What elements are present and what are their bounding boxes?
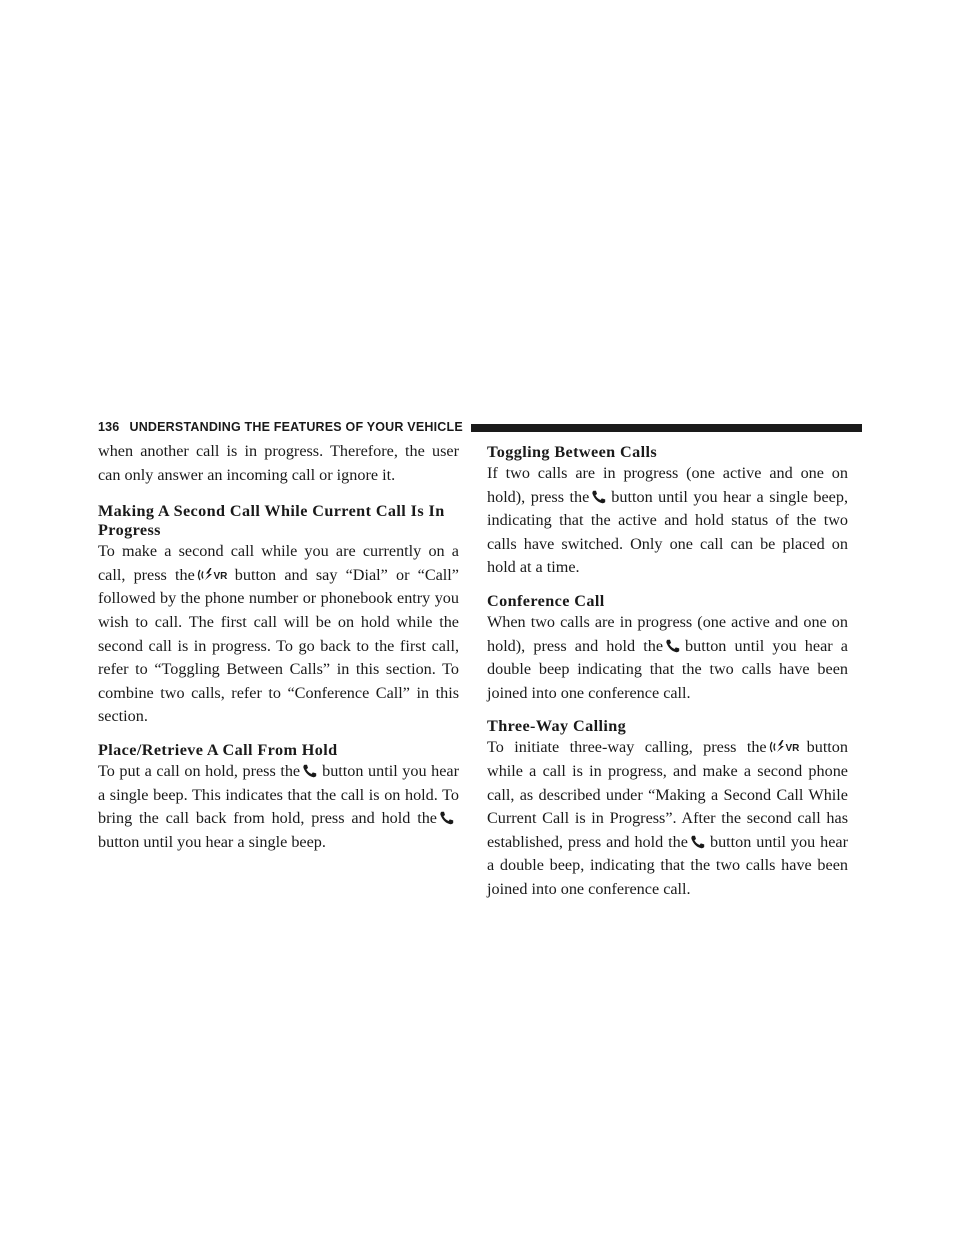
three-way-paragraph xyxy=(487,736,848,901)
second-call-paragraph xyxy=(98,540,459,729)
conference-paragraph xyxy=(487,611,848,705)
toggling-paragraph xyxy=(487,462,848,580)
phone-icon xyxy=(439,811,455,825)
hold-text-3: button until you hear a single beep. xyxy=(98,832,326,851)
second-call-text-1: To make a second call while you are currently on a call, press the xyxy=(98,542,459,584)
left-column xyxy=(98,440,459,854)
conference-text-2: button until you hear a double beep indicating that the two calls have been joined into one conference call. xyxy=(487,636,848,702)
phone-icon xyxy=(690,835,706,849)
svg-text:VR: VR xyxy=(785,743,800,755)
heading-conference: Conference Call xyxy=(487,591,605,610)
toggling-text-1: If two calls are in progress (one active and one on hold), press the xyxy=(487,464,848,506)
svg-text:VR: VR xyxy=(213,570,228,582)
phone-icon xyxy=(591,490,607,504)
right-column xyxy=(487,440,848,902)
hold-paragraph xyxy=(98,760,459,854)
voice-command-icon xyxy=(769,740,803,754)
hold-text-1: To put a call on hold, press the xyxy=(98,761,301,780)
toggling-text-2: button until you hear a single beep, indicating that the active and hold status of the two calls have switched. Only one call can be placed on hold at a time. xyxy=(487,487,849,577)
three-way-text-3: button until you hear a double beep, indicating that the two calls have been joined into one conference call. xyxy=(487,832,848,898)
phone-icon xyxy=(665,639,681,653)
heading-three-way: Three-Way Calling xyxy=(487,717,627,736)
heading-toggling: Toggling Between Calls xyxy=(487,443,658,461)
page-number: 136 xyxy=(98,420,120,434)
section-title: UNDERSTANDING THE FEATURES OF YOUR VEHICLE xyxy=(129,420,463,434)
header-text xyxy=(98,420,463,434)
page-header xyxy=(98,417,862,437)
voice-command-icon xyxy=(197,568,231,582)
intro-paragraph: when another call is in progress. Therefore, the user can only answer an incoming call or ignore it. xyxy=(98,442,459,484)
conference-text-1: When two calls are in progress (one active and one on hold), press and hold the xyxy=(487,612,848,655)
three-way-text-2: button while a call is in progress, and make a second phone call, as described under “Making a Second Call While Current Call is in Progress”. After the second call has established, press and hold the xyxy=(487,738,848,851)
header-rule xyxy=(471,424,862,432)
phone-icon xyxy=(302,764,318,778)
hold-text-2: button until you hear a single beep. This indicates that the call is on hold. To bring the call back from hold, press and hold the xyxy=(98,761,459,828)
three-way-text-1: To initiate three-way calling, press the xyxy=(487,738,767,757)
heading-hold: Place/Retrieve A Call From Hold xyxy=(98,740,338,759)
second-call-text-2: button and say “Dial” or “Call” followed by the phone number or phonebook entry you wish to call. The first call will be on hold while the second call is in progress. To go back to the first call, refer to “Toggling Between Calls” in this section. To combine two calls, refer to “Conference Call” in this section. xyxy=(98,565,459,726)
heading-second-call: Making A Second Call While Current Call Is In Progress xyxy=(98,502,445,540)
